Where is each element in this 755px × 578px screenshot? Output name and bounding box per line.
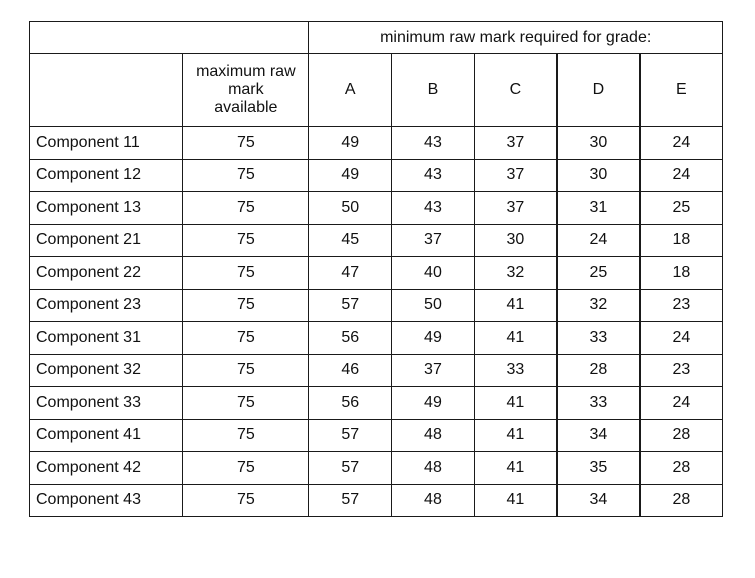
grade-b-mark-cell: 37 bbox=[392, 224, 475, 257]
table-row bbox=[30, 192, 723, 225]
grade-a-mark-cell: 46 bbox=[309, 354, 392, 387]
max-mark-cell: 75 bbox=[183, 289, 309, 322]
grade-e-mark-cell: 23 bbox=[640, 289, 723, 322]
component-name-cell: Component 42 bbox=[30, 452, 183, 485]
grade-header-c: C bbox=[474, 54, 557, 127]
component-name-cell: Component 23 bbox=[30, 289, 183, 322]
min-mark-span-header: minimum raw mark required for grade: bbox=[309, 22, 723, 54]
table-row bbox=[30, 387, 723, 420]
grade-a-mark-cell: 57 bbox=[309, 484, 392, 517]
max-mark-cell: 75 bbox=[183, 484, 309, 517]
grade-c-mark-cell: 41 bbox=[474, 452, 557, 485]
grade-a-mark-cell: 57 bbox=[309, 452, 392, 485]
grade-d-mark-cell: 35 bbox=[557, 452, 640, 485]
max-header-line: available bbox=[214, 99, 278, 116]
grade-c-mark-cell: 37 bbox=[474, 159, 557, 192]
grade-a-mark-cell: 45 bbox=[309, 224, 392, 257]
grade-a-mark-cell: 56 bbox=[309, 387, 392, 420]
grade-e-mark-cell: 18 bbox=[640, 257, 723, 290]
table-row bbox=[30, 484, 723, 517]
grade-d-mark-cell: 32 bbox=[557, 289, 640, 322]
grade-c-mark-cell: 37 bbox=[474, 192, 557, 225]
component-name-cell: Component 43 bbox=[30, 484, 183, 517]
max-mark-cell: 75 bbox=[183, 257, 309, 290]
grade-b-mark-cell: 37 bbox=[392, 354, 475, 387]
max-header-line: maximum raw bbox=[196, 63, 296, 80]
grade-b-mark-cell: 48 bbox=[392, 419, 475, 452]
grade-c-mark-cell: 33 bbox=[474, 354, 557, 387]
component-name-cell: Component 22 bbox=[30, 257, 183, 290]
grade-header-d: D bbox=[557, 54, 640, 127]
grade-b-mark-cell: 49 bbox=[392, 387, 475, 420]
grade-a-mark-cell: 47 bbox=[309, 257, 392, 290]
table-row bbox=[30, 419, 723, 452]
grade-d-mark-cell: 33 bbox=[557, 322, 640, 355]
table-row bbox=[30, 289, 723, 322]
component-name-cell: Component 12 bbox=[30, 159, 183, 192]
grade-c-mark-cell: 41 bbox=[474, 289, 557, 322]
grade-b-mark-cell: 40 bbox=[392, 257, 475, 290]
grade-c-mark-cell: 32 bbox=[474, 257, 557, 290]
table-row bbox=[30, 257, 723, 290]
grade-a-mark-cell: 49 bbox=[309, 127, 392, 160]
component-name-cell: Component 41 bbox=[30, 419, 183, 452]
grade-e-mark-cell: 18 bbox=[640, 224, 723, 257]
grade-c-mark-cell: 41 bbox=[474, 484, 557, 517]
max-mark-cell: 75 bbox=[183, 127, 309, 160]
grade-e-mark-cell: 25 bbox=[640, 192, 723, 225]
max-raw-mark-header bbox=[183, 54, 309, 127]
grade-a-mark-cell: 50 bbox=[309, 192, 392, 225]
grade-c-mark-cell: 41 bbox=[474, 322, 557, 355]
max-mark-cell: 75 bbox=[183, 419, 309, 452]
grade-d-mark-cell: 28 bbox=[557, 354, 640, 387]
grade-c-mark-cell: 41 bbox=[474, 419, 557, 452]
grade-thresholds-table bbox=[29, 21, 723, 517]
max-mark-cell: 75 bbox=[183, 159, 309, 192]
table-row bbox=[30, 354, 723, 387]
grade-e-mark-cell: 28 bbox=[640, 484, 723, 517]
grade-d-mark-cell: 30 bbox=[557, 159, 640, 192]
grade-b-mark-cell: 50 bbox=[392, 289, 475, 322]
grade-d-mark-cell: 34 bbox=[557, 419, 640, 452]
grade-b-mark-cell: 48 bbox=[392, 484, 475, 517]
grade-d-mark-cell: 30 bbox=[557, 127, 640, 160]
component-name-cell: Component 13 bbox=[30, 192, 183, 225]
table-row bbox=[30, 159, 723, 192]
grade-d-mark-cell: 33 bbox=[557, 387, 640, 420]
table-row bbox=[30, 224, 723, 257]
grade-b-mark-cell: 49 bbox=[392, 322, 475, 355]
max-header-line: mark bbox=[228, 81, 264, 98]
component-name-cell: Component 32 bbox=[30, 354, 183, 387]
grade-header-b: B bbox=[392, 54, 475, 127]
max-mark-cell: 75 bbox=[183, 192, 309, 225]
table-row bbox=[30, 322, 723, 355]
max-mark-cell: 75 bbox=[183, 354, 309, 387]
component-name-cell: Component 31 bbox=[30, 322, 183, 355]
table-row bbox=[30, 452, 723, 485]
component-name-cell: Component 33 bbox=[30, 387, 183, 420]
grade-a-mark-cell: 57 bbox=[309, 419, 392, 452]
grade-b-mark-cell: 43 bbox=[392, 192, 475, 225]
grade-c-mark-cell: 30 bbox=[474, 224, 557, 257]
grade-b-mark-cell: 48 bbox=[392, 452, 475, 485]
grade-e-mark-cell: 24 bbox=[640, 322, 723, 355]
grade-e-mark-cell: 28 bbox=[640, 419, 723, 452]
grade-d-mark-cell: 34 bbox=[557, 484, 640, 517]
component-name-cell: Component 21 bbox=[30, 224, 183, 257]
grade-a-mark-cell: 49 bbox=[309, 159, 392, 192]
grade-e-mark-cell: 24 bbox=[640, 387, 723, 420]
grade-b-mark-cell: 43 bbox=[392, 159, 475, 192]
max-mark-cell: 75 bbox=[183, 224, 309, 257]
max-mark-cell: 75 bbox=[183, 452, 309, 485]
max-mark-cell: 75 bbox=[183, 387, 309, 420]
empty-name-header-cell bbox=[30, 54, 183, 127]
grade-e-mark-cell: 28 bbox=[640, 452, 723, 485]
grade-d-mark-cell: 24 bbox=[557, 224, 640, 257]
grade-e-mark-cell: 24 bbox=[640, 159, 723, 192]
grade-b-mark-cell: 43 bbox=[392, 127, 475, 160]
grade-e-mark-cell: 24 bbox=[640, 127, 723, 160]
grade-a-mark-cell: 56 bbox=[309, 322, 392, 355]
table-column-header-row bbox=[30, 54, 723, 127]
table-body bbox=[30, 127, 723, 517]
grade-a-mark-cell: 57 bbox=[309, 289, 392, 322]
empty-corner-cell bbox=[30, 22, 309, 54]
component-name-cell: Component 11 bbox=[30, 127, 183, 160]
table-row bbox=[30, 127, 723, 160]
grade-e-mark-cell: 23 bbox=[640, 354, 723, 387]
grade-c-mark-cell: 41 bbox=[474, 387, 557, 420]
grade-c-mark-cell: 37 bbox=[474, 127, 557, 160]
table-top-header-row bbox=[30, 22, 723, 54]
max-mark-cell: 75 bbox=[183, 322, 309, 355]
grade-d-mark-cell: 31 bbox=[557, 192, 640, 225]
grade-header-e: E bbox=[640, 54, 723, 127]
grade-d-mark-cell: 25 bbox=[557, 257, 640, 290]
grade-header-a: A bbox=[309, 54, 392, 127]
